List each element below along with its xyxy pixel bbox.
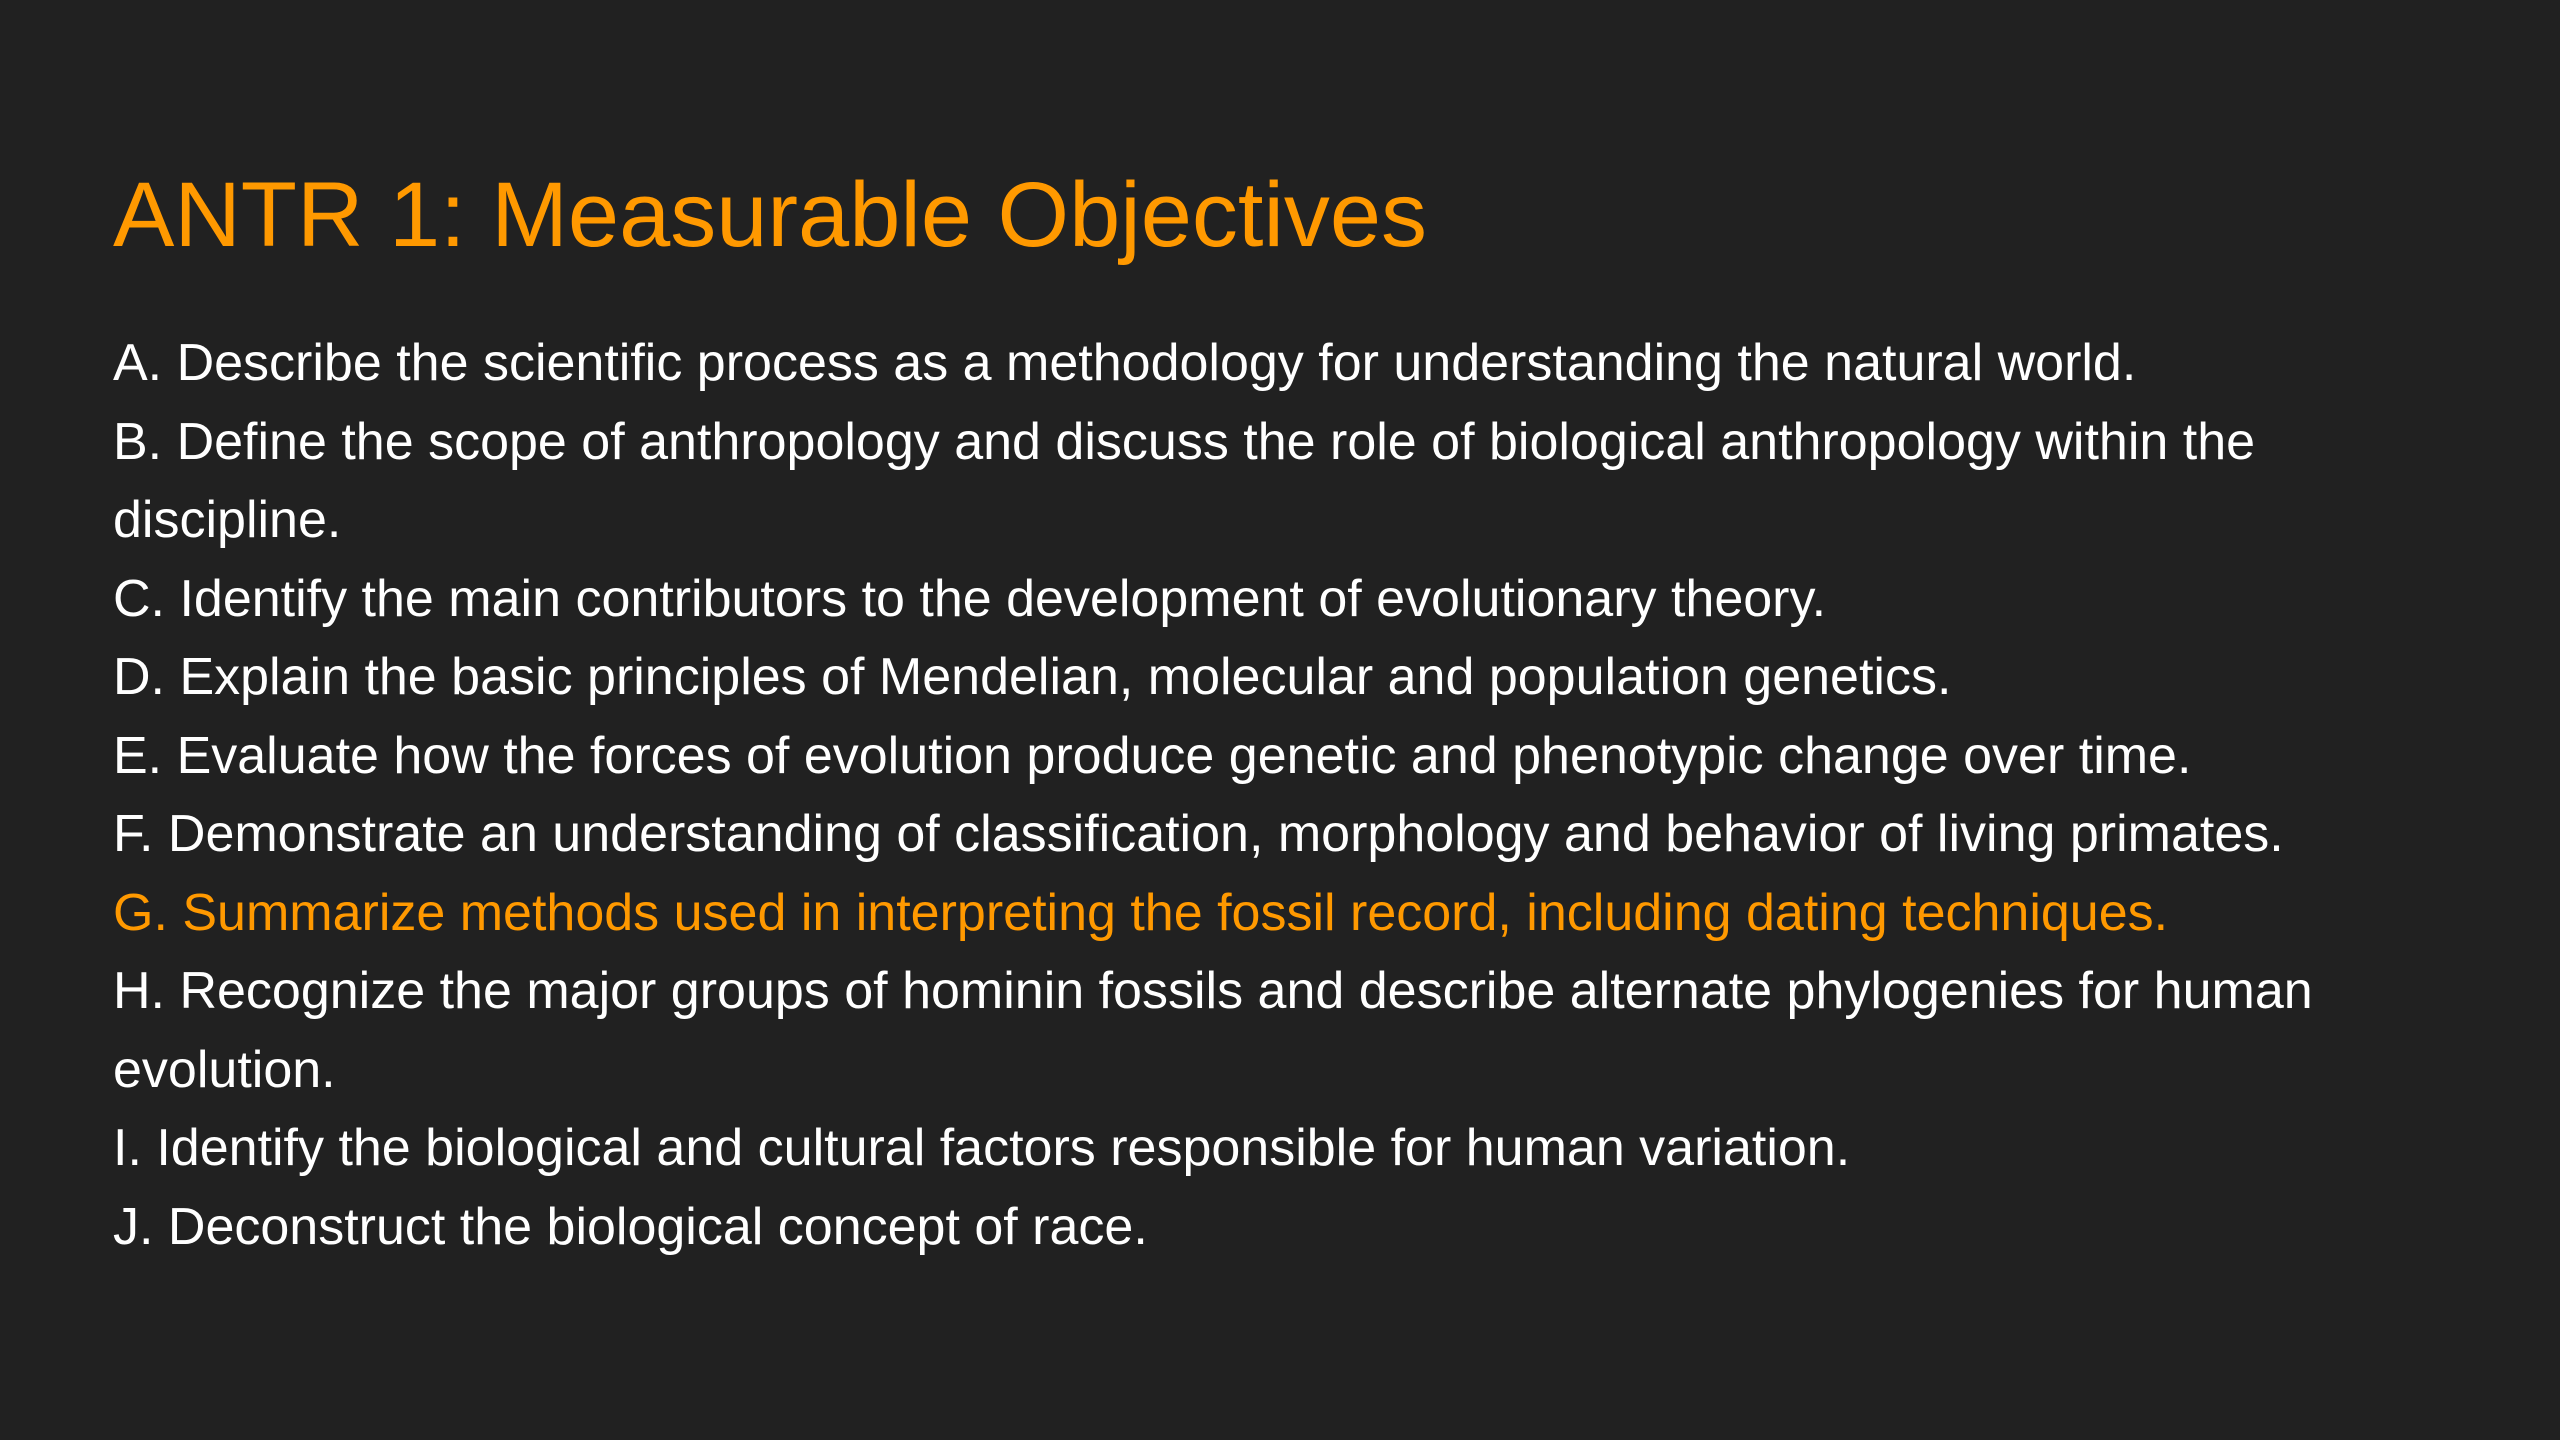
objective-item: H. Recognize the major groups of hominin fossils and describe alternate phylogenies for human evolution. [113,962,2313,1099]
objective-item: E. Evaluate how the forces of evolution produce genetic and phenotypic change over time. [113,726,2192,785]
objective-item-highlighted: G. Summarize methods used in interpreting the fossil record, including dating techniques. [113,883,2169,942]
slide-title: ANTR 1: Measurable Objectives [113,164,1428,266]
objectives-list [113,324,2453,1266]
objective-item: F. Demonstrate an understanding of classification, morphology and behavior of living primates. [113,805,2284,863]
objective-item: D. Explain the basic principles of Mendelian, molecular and population genetics. [113,648,1952,706]
objective-item: J. Deconstruct the biological concept of race. [113,1197,1148,1256]
objective-item: A. Describe the scientific process as a methodology for understanding the natural world. [113,334,2137,392]
objective-item: I. Identify the biological and cultural factors responsible for human variation. [113,1119,1851,1177]
objective-item: B. Define the scope of anthropology and discuss the role of biological anthropology within the discipline. [113,412,2256,549]
objective-item: C. Identify the main contributors to the development of evolutionary theory. [113,569,1827,628]
